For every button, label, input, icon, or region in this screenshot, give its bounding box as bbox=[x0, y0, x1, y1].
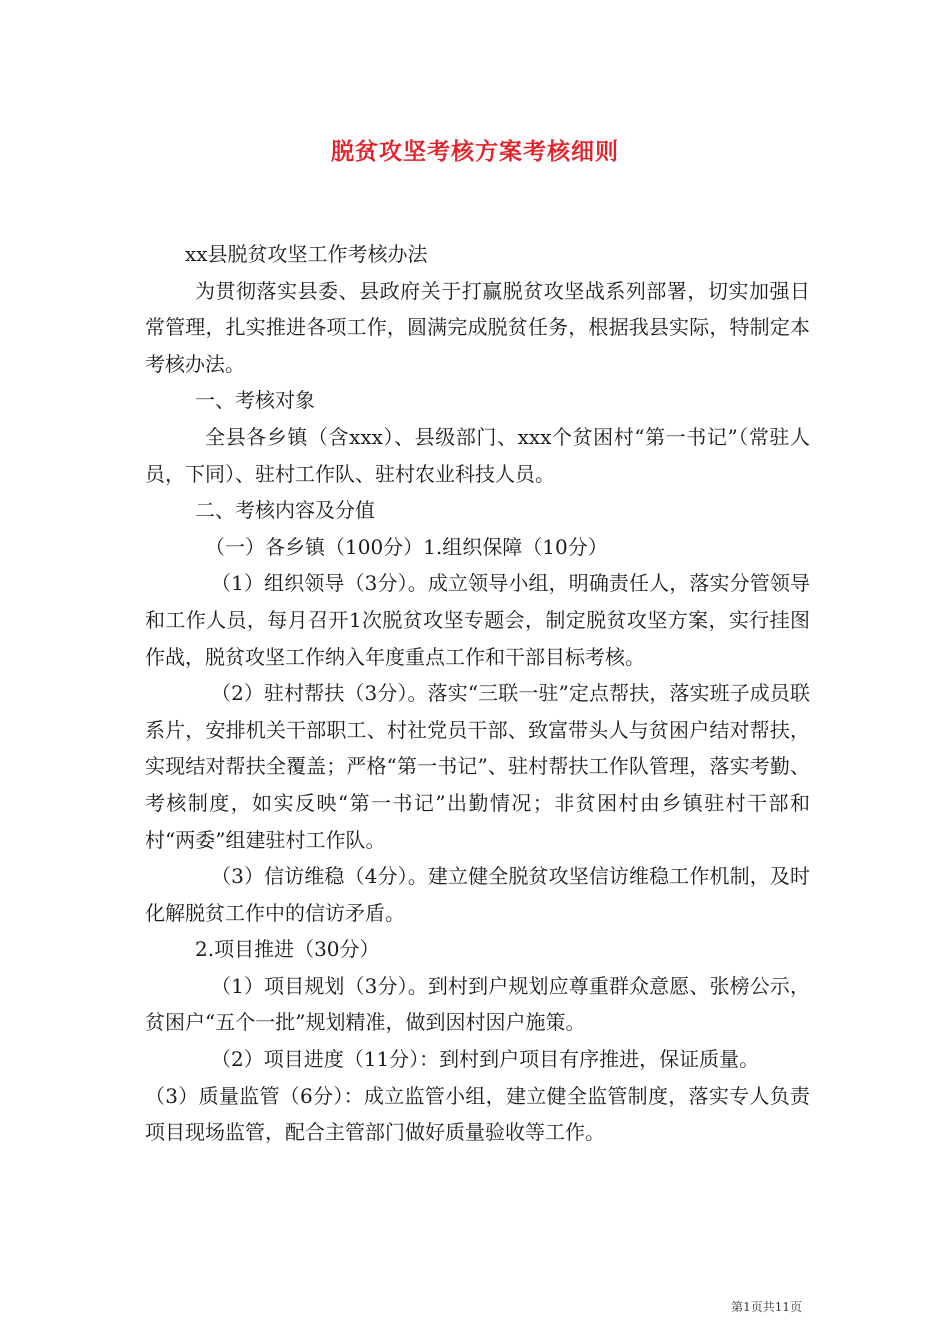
subtitle-paragraph: xx县脱贫攻坚工作考核办法 bbox=[185, 242, 428, 266]
body-paragraph: （1）组织领导（3分）。成立领导小组，明确责任人，落实分管领导和工作人员，每月召开1次脱贫攻坚专题会，制定脱贫攻坚方案，实行挂图作战，脱贫攻坚工作纳入年度重点工作和干部目标考核。 bbox=[145, 571, 810, 669]
subsection-heading: 2.项目推进（30分） bbox=[195, 937, 380, 962]
subsection-heading: （一）各乡镇（100分）1.组织保障（10分） bbox=[205, 534, 608, 559]
document-body bbox=[145, 236, 810, 1151]
section-heading: 一、考核对象 bbox=[195, 388, 315, 413]
body-paragraph: （2）驻村帮扶（3分）。落实“三联一驻”定点帮扶，落实班子成员联系片，安排机关干部职工、村社党员干部、致富带头人与贫困户结对帮扶，实现结对帮扶全覆盖；严格“第一书记”、驻村帮扶工作队管理，落实考勤、考核制度，如实反映“第一书记”出勤情况；非贫困村由乡镇驻村干部和村“两委”组建驻村工作队。 bbox=[145, 681, 810, 852]
body-paragraph: 全县各乡镇（含xxx）、县级部门、xxx个贫困村“第一书记”（常驻人员，下同）、驻村工作队、驻村农业科技人员。 bbox=[145, 424, 810, 486]
body-paragraph: （3）信访维稳（4分）。建立健全脱贫攻坚信访维稳工作机制，及时化解脱贫工作中的信访矛盾。 bbox=[145, 864, 810, 925]
intro-paragraph: 为贯彻落实县委、县政府关于打赢脱贫攻坚战系列部署，切实加强日常管理，扎实推进各项工作，圆满完成脱贫任务，根据我县实际，特制定本考核办法。 bbox=[145, 278, 810, 376]
body-paragraph: （3）质量监管（6分）：成立监管小组，建立健全监管制度，落实专人负责项目现场监管，配合主管部门做好质量验收等工作。 bbox=[145, 1083, 810, 1145]
document-title: 脱贫攻坚考核方案考核细则 bbox=[331, 138, 619, 165]
section-heading: 二、考核内容及分值 bbox=[195, 498, 375, 523]
body-paragraph: （2）项目进度（11分）：到村到户项目有序推进，保证质量。 bbox=[211, 1047, 760, 1072]
body-paragraph: （1）项目规划（3分）。到村到户规划应尊重群众意愿、张榜公示，贫困户“五个一批”规划精准，做到因村因户施策。 bbox=[145, 973, 810, 1035]
page-number: 第1页共11页 bbox=[731, 1300, 802, 1314]
